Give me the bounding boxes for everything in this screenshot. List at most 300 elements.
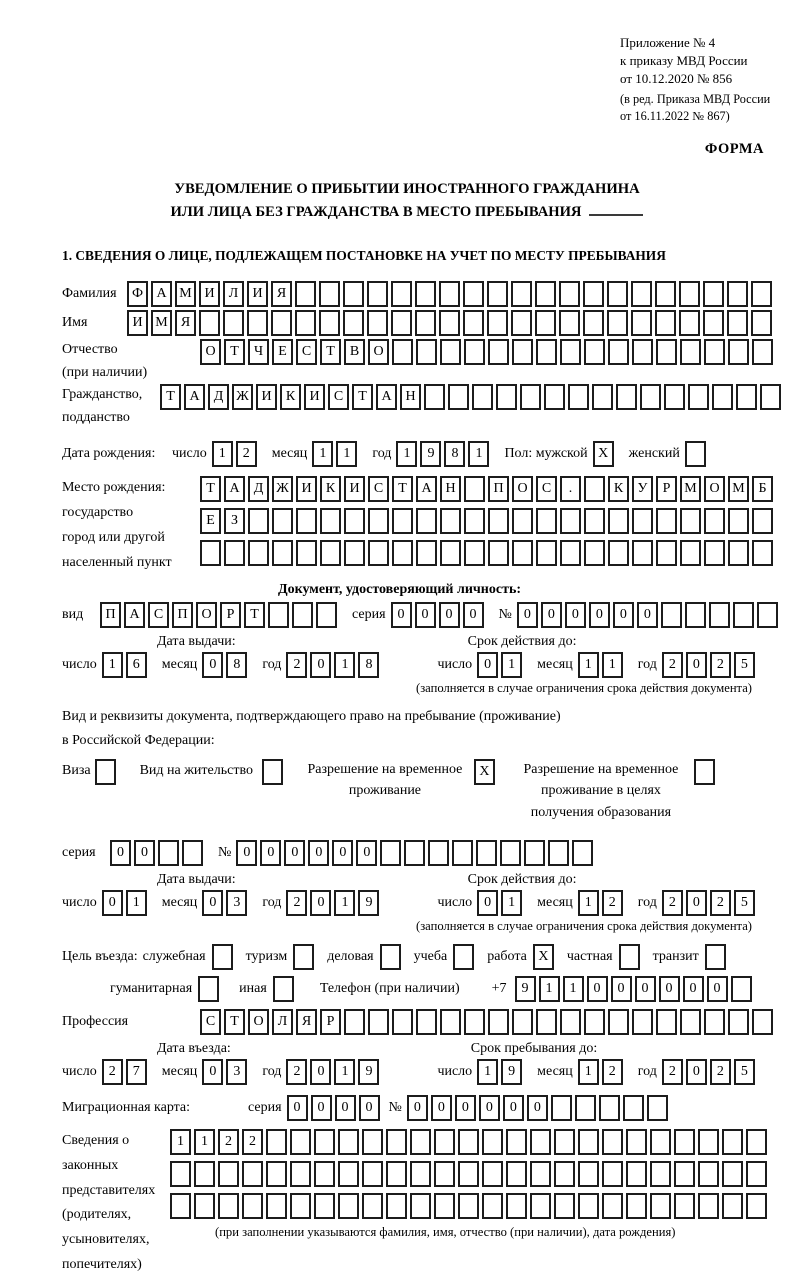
form-cell[interactable] [434, 1129, 455, 1155]
form-cell[interactable]: К [280, 384, 301, 410]
form-cell[interactable]: 0 [110, 840, 131, 866]
form-cell[interactable] [602, 1161, 623, 1187]
form-cell[interactable]: Д [248, 476, 269, 502]
form-cell[interactable]: 1 [334, 890, 355, 916]
form-cell[interactable] [488, 1009, 509, 1035]
form-cell[interactable]: С [536, 476, 557, 502]
form-cell[interactable]: 1 [170, 1129, 191, 1155]
form-cell[interactable]: 2 [286, 890, 307, 916]
form-cell[interactable] [424, 384, 445, 410]
form-cell[interactable]: 5 [734, 890, 755, 916]
form-cell[interactable] [602, 1129, 623, 1155]
form-cell[interactable]: А [416, 476, 437, 502]
form-cell[interactable]: 1 [212, 441, 233, 467]
form-cell[interactable] [338, 1161, 359, 1187]
form-cell[interactable] [698, 1161, 719, 1187]
form-cell[interactable]: 6 [126, 652, 147, 678]
form-cell[interactable] [248, 508, 269, 534]
form-cell[interactable] [392, 540, 413, 566]
form-cell[interactable]: 2 [242, 1129, 263, 1155]
form-cell[interactable]: Б [752, 476, 773, 502]
form-cell[interactable]: 0 [202, 1059, 223, 1085]
form-cell[interactable]: 0 [527, 1095, 548, 1121]
form-cell[interactable]: О [512, 476, 533, 502]
form-cell[interactable]: 8 [444, 441, 465, 467]
form-cell[interactable] [752, 508, 773, 534]
form-cell[interactable]: Ж [232, 384, 253, 410]
form-cell[interactable]: 1 [578, 1059, 599, 1085]
form-cell[interactable] [728, 540, 749, 566]
form-cell[interactable]: С [368, 476, 389, 502]
form-cell[interactable]: 0 [134, 840, 155, 866]
form-cell[interactable]: 2 [102, 1059, 123, 1085]
form-cell[interactable]: 0 [517, 602, 538, 628]
form-cell[interactable] [607, 281, 628, 307]
form-cell[interactable] [415, 281, 436, 307]
form-cell[interactable] [640, 384, 661, 410]
form-cell[interactable] [536, 508, 557, 534]
form-cell[interactable] [650, 1129, 671, 1155]
form-cell[interactable] [536, 339, 557, 365]
form-cell[interactable]: 0 [308, 840, 329, 866]
form-cell[interactable] [751, 310, 772, 336]
form-cell[interactable] [584, 540, 605, 566]
form-cell[interactable]: 5 [734, 1059, 755, 1085]
form-cell[interactable] [736, 384, 757, 410]
form-cell[interactable] [266, 1129, 287, 1155]
form-cell[interactable]: . [560, 476, 581, 502]
form-cell[interactable]: В [344, 339, 365, 365]
form-cell[interactable] [656, 508, 677, 534]
form-cell[interactable]: М [175, 281, 196, 307]
form-cell[interactable]: Л [272, 1009, 293, 1035]
form-cell[interactable] [290, 1129, 311, 1155]
form-cell[interactable] [512, 508, 533, 534]
form-cell[interactable] [440, 540, 461, 566]
form-cell[interactable] [751, 281, 772, 307]
form-cell[interactable]: О [368, 339, 389, 365]
purpose-private-checkbox[interactable] [619, 944, 640, 970]
purpose-business-checkbox[interactable] [380, 944, 401, 970]
form-cell[interactable]: 9 [501, 1059, 522, 1085]
form-cell[interactable]: 2 [710, 890, 731, 916]
form-cell[interactable]: Я [175, 310, 196, 336]
form-cell[interactable]: 0 [391, 602, 412, 628]
form-cell[interactable]: 0 [686, 1059, 707, 1085]
form-cell[interactable] [602, 1193, 623, 1219]
form-cell[interactable] [679, 310, 700, 336]
form-cell[interactable] [416, 508, 437, 534]
form-cell[interactable] [248, 540, 269, 566]
form-cell[interactable] [583, 281, 604, 307]
form-cell[interactable] [674, 1129, 695, 1155]
form-cell[interactable]: 2 [602, 1059, 623, 1085]
form-cell[interactable] [392, 508, 413, 534]
form-cell[interactable]: К [320, 476, 341, 502]
form-cell[interactable] [757, 602, 778, 628]
form-cell[interactable] [386, 1193, 407, 1219]
form-cell[interactable]: И [247, 281, 268, 307]
form-cell[interactable] [592, 384, 613, 410]
form-cell[interactable]: 0 [635, 976, 656, 1002]
form-cell[interactable] [575, 1095, 596, 1121]
form-cell[interactable] [242, 1193, 263, 1219]
form-cell[interactable]: И [127, 310, 148, 336]
form-cell[interactable] [626, 1193, 647, 1219]
form-cell[interactable]: Н [400, 384, 421, 410]
form-cell[interactable] [632, 1009, 653, 1035]
form-cell[interactable] [626, 1129, 647, 1155]
form-cell[interactable] [584, 508, 605, 534]
form-cell[interactable]: 0 [356, 840, 377, 866]
form-cell[interactable]: Р [320, 1009, 341, 1035]
form-cell[interactable] [727, 310, 748, 336]
form-cell[interactable]: 0 [477, 890, 498, 916]
form-cell[interactable] [752, 540, 773, 566]
form-cell[interactable] [482, 1193, 503, 1219]
form-cell[interactable]: Т [244, 602, 265, 628]
form-cell[interactable] [520, 384, 541, 410]
visa-checkbox[interactable] [95, 759, 116, 785]
form-cell[interactable]: Ч [248, 339, 269, 365]
form-cell[interactable]: О [196, 602, 217, 628]
form-cell[interactable] [362, 1161, 383, 1187]
form-cell[interactable] [410, 1193, 431, 1219]
form-cell[interactable]: 1 [539, 976, 560, 1002]
form-cell[interactable] [584, 1009, 605, 1035]
form-cell[interactable]: С [200, 1009, 221, 1035]
form-cell[interactable]: 0 [284, 840, 305, 866]
form-cell[interactable]: О [704, 476, 725, 502]
form-cell[interactable]: 1 [501, 890, 522, 916]
form-cell[interactable] [623, 1095, 644, 1121]
form-cell[interactable]: 0 [659, 976, 680, 1002]
form-cell[interactable] [578, 1129, 599, 1155]
form-cell[interactable] [223, 310, 244, 336]
form-cell[interactable] [512, 1009, 533, 1035]
form-cell[interactable] [392, 339, 413, 365]
form-cell[interactable] [680, 540, 701, 566]
form-cell[interactable] [530, 1193, 551, 1219]
form-cell[interactable] [728, 508, 749, 534]
form-cell[interactable]: А [376, 384, 397, 410]
form-cell[interactable] [554, 1161, 575, 1187]
form-cell[interactable] [367, 281, 388, 307]
temp-residence-checkbox[interactable]: X [474, 759, 495, 785]
form-cell[interactable] [292, 602, 313, 628]
form-cell[interactable] [656, 540, 677, 566]
form-cell[interactable]: 2 [662, 890, 683, 916]
form-cell[interactable]: 2 [662, 652, 683, 678]
form-cell[interactable] [268, 602, 289, 628]
form-cell[interactable] [709, 602, 730, 628]
form-cell[interactable] [551, 1095, 572, 1121]
form-cell[interactable] [464, 339, 485, 365]
form-cell[interactable] [320, 540, 341, 566]
form-cell[interactable]: 9 [420, 441, 441, 467]
form-cell[interactable] [680, 1009, 701, 1035]
form-cell[interactable] [343, 281, 364, 307]
form-cell[interactable]: Ж [272, 476, 293, 502]
form-cell[interactable] [746, 1193, 767, 1219]
form-cell[interactable]: 0 [439, 602, 460, 628]
form-cell[interactable] [415, 310, 436, 336]
form-cell[interactable] [200, 540, 221, 566]
form-cell[interactable] [608, 339, 629, 365]
form-cell[interactable]: Т [160, 384, 181, 410]
form-cell[interactable] [616, 384, 637, 410]
form-cell[interactable] [664, 384, 685, 410]
form-cell[interactable]: 3 [226, 890, 247, 916]
form-cell[interactable]: 0 [310, 652, 331, 678]
form-cell[interactable] [511, 310, 532, 336]
form-cell[interactable]: 0 [310, 1059, 331, 1085]
form-cell[interactable]: И [344, 476, 365, 502]
form-cell[interactable]: О [200, 339, 221, 365]
form-cell[interactable] [524, 840, 545, 866]
form-cell[interactable] [679, 281, 700, 307]
form-cell[interactable] [650, 1193, 671, 1219]
form-cell[interactable] [559, 281, 580, 307]
form-cell[interactable] [722, 1193, 743, 1219]
form-cell[interactable] [704, 540, 725, 566]
form-cell[interactable] [578, 1193, 599, 1219]
form-cell[interactable] [482, 1161, 503, 1187]
form-cell[interactable] [656, 1009, 677, 1035]
form-cell[interactable] [488, 540, 509, 566]
form-cell[interactable] [511, 281, 532, 307]
form-cell[interactable]: 0 [415, 602, 436, 628]
form-cell[interactable] [722, 1161, 743, 1187]
form-cell[interactable] [560, 540, 581, 566]
form-cell[interactable] [488, 508, 509, 534]
purpose-official-checkbox[interactable] [212, 944, 233, 970]
form-cell[interactable]: А [184, 384, 205, 410]
form-cell[interactable]: 2 [286, 652, 307, 678]
form-cell[interactable]: 0 [310, 890, 331, 916]
form-cell[interactable] [295, 310, 316, 336]
form-cell[interactable] [583, 310, 604, 336]
form-cell[interactable]: Е [272, 339, 293, 365]
form-cell[interactable]: 0 [565, 602, 586, 628]
form-cell[interactable] [632, 339, 653, 365]
form-cell[interactable]: 0 [683, 976, 704, 1002]
form-cell[interactable] [688, 384, 709, 410]
form-cell[interactable] [560, 508, 581, 534]
form-cell[interactable]: И [304, 384, 325, 410]
form-cell[interactable] [703, 310, 724, 336]
form-cell[interactable] [632, 540, 653, 566]
form-cell[interactable]: 3 [226, 1059, 247, 1085]
form-cell[interactable] [314, 1161, 335, 1187]
form-cell[interactable]: 1 [501, 652, 522, 678]
purpose-tourism-checkbox[interactable] [293, 944, 314, 970]
form-cell[interactable] [661, 602, 682, 628]
form-cell[interactable] [631, 281, 652, 307]
form-cell[interactable] [344, 1009, 365, 1035]
form-cell[interactable] [391, 310, 412, 336]
form-cell[interactable] [656, 339, 677, 365]
form-cell[interactable] [338, 1193, 359, 1219]
form-cell[interactable]: 9 [515, 976, 536, 1002]
form-cell[interactable] [266, 1161, 287, 1187]
form-cell[interactable] [560, 339, 581, 365]
purpose-work-checkbox[interactable]: X [533, 944, 554, 970]
form-cell[interactable]: 0 [589, 602, 610, 628]
purpose-other-checkbox[interactable] [273, 976, 294, 1002]
form-cell[interactable] [218, 1161, 239, 1187]
form-cell[interactable]: 1 [477, 1059, 498, 1085]
form-cell[interactable] [548, 840, 569, 866]
form-cell[interactable] [488, 339, 509, 365]
form-cell[interactable]: 7 [126, 1059, 147, 1085]
form-cell[interactable] [182, 840, 203, 866]
form-cell[interactable]: Я [296, 1009, 317, 1035]
form-cell[interactable] [578, 1161, 599, 1187]
form-cell[interactable] [463, 310, 484, 336]
form-cell[interactable]: 2 [662, 1059, 683, 1085]
form-cell[interactable] [544, 384, 565, 410]
form-cell[interactable]: Т [200, 476, 221, 502]
form-cell[interactable]: 0 [613, 602, 634, 628]
form-cell[interactable]: 2 [236, 441, 257, 467]
form-cell[interactable]: 1 [468, 441, 489, 467]
form-cell[interactable]: 0 [102, 890, 123, 916]
form-cell[interactable]: У [632, 476, 653, 502]
form-cell[interactable] [344, 508, 365, 534]
form-cell[interactable]: 1 [334, 1059, 355, 1085]
form-cell[interactable] [698, 1193, 719, 1219]
form-cell[interactable] [434, 1161, 455, 1187]
form-cell[interactable]: М [151, 310, 172, 336]
form-cell[interactable] [170, 1193, 191, 1219]
form-cell[interactable]: П [488, 476, 509, 502]
form-cell[interactable]: 8 [358, 652, 379, 678]
form-cell[interactable] [464, 508, 485, 534]
form-cell[interactable]: 0 [359, 1095, 380, 1121]
form-cell[interactable] [416, 1009, 437, 1035]
sex-female-checkbox[interactable] [685, 441, 706, 467]
form-cell[interactable] [530, 1129, 551, 1155]
form-cell[interactable]: 0 [637, 602, 658, 628]
form-cell[interactable]: О [248, 1009, 269, 1035]
form-cell[interactable] [728, 339, 749, 365]
form-cell[interactable]: Т [352, 384, 373, 410]
form-cell[interactable] [319, 310, 340, 336]
residence-permit-checkbox[interactable] [262, 759, 283, 785]
form-cell[interactable] [608, 540, 629, 566]
form-cell[interactable] [343, 310, 364, 336]
form-cell[interactable] [685, 602, 706, 628]
form-cell[interactable] [448, 384, 469, 410]
form-cell[interactable]: Е [200, 508, 221, 534]
form-cell[interactable] [559, 310, 580, 336]
form-cell[interactable]: П [172, 602, 193, 628]
form-cell[interactable] [674, 1193, 695, 1219]
form-cell[interactable] [380, 840, 401, 866]
form-cell[interactable] [458, 1193, 479, 1219]
form-cell[interactable]: 1 [578, 890, 599, 916]
form-cell[interactable]: С [148, 602, 169, 628]
form-cell[interactable] [535, 310, 556, 336]
form-cell[interactable] [722, 1129, 743, 1155]
form-cell[interactable] [386, 1129, 407, 1155]
form-cell[interactable]: Ф [127, 281, 148, 307]
form-cell[interactable] [316, 602, 337, 628]
form-cell[interactable]: 1 [602, 652, 623, 678]
form-cell[interactable] [655, 310, 676, 336]
form-cell[interactable]: 0 [260, 840, 281, 866]
form-cell[interactable]: Т [320, 339, 341, 365]
form-cell[interactable] [271, 310, 292, 336]
form-cell[interactable] [464, 476, 485, 502]
form-cell[interactable] [410, 1129, 431, 1155]
form-cell[interactable]: 5 [734, 652, 755, 678]
form-cell[interactable] [439, 310, 460, 336]
form-cell[interactable]: С [296, 339, 317, 365]
form-cell[interactable]: 2 [602, 890, 623, 916]
form-cell[interactable] [170, 1161, 191, 1187]
form-cell[interactable]: 0 [477, 652, 498, 678]
form-cell[interactable] [194, 1161, 215, 1187]
form-cell[interactable] [247, 310, 268, 336]
form-cell[interactable] [506, 1129, 527, 1155]
form-cell[interactable] [704, 339, 725, 365]
form-cell[interactable]: И [296, 476, 317, 502]
form-cell[interactable] [404, 840, 425, 866]
form-cell[interactable] [296, 540, 317, 566]
form-cell[interactable] [650, 1161, 671, 1187]
form-cell[interactable] [631, 310, 652, 336]
form-cell[interactable] [512, 339, 533, 365]
form-cell[interactable]: 1 [102, 652, 123, 678]
form-cell[interactable] [608, 1009, 629, 1035]
form-cell[interactable] [704, 508, 725, 534]
form-cell[interactable]: 2 [286, 1059, 307, 1085]
form-cell[interactable] [290, 1193, 311, 1219]
form-cell[interactable] [266, 1193, 287, 1219]
form-cell[interactable] [452, 840, 473, 866]
form-cell[interactable]: Н [440, 476, 461, 502]
form-cell[interactable] [472, 384, 493, 410]
form-cell[interactable] [746, 1129, 767, 1155]
form-cell[interactable] [440, 339, 461, 365]
form-cell[interactable]: 0 [455, 1095, 476, 1121]
form-cell[interactable] [464, 540, 485, 566]
form-cell[interactable]: 0 [503, 1095, 524, 1121]
form-cell[interactable] [463, 281, 484, 307]
form-cell[interactable] [295, 281, 316, 307]
form-cell[interactable]: 0 [335, 1095, 356, 1121]
form-cell[interactable] [535, 281, 556, 307]
form-cell[interactable] [368, 540, 389, 566]
form-cell[interactable]: С [328, 384, 349, 410]
form-cell[interactable]: Т [224, 339, 245, 365]
form-cell[interactable] [536, 1009, 557, 1035]
form-cell[interactable] [572, 840, 593, 866]
form-cell[interactable] [728, 1009, 749, 1035]
form-cell[interactable] [698, 1129, 719, 1155]
form-cell[interactable]: 0 [431, 1095, 452, 1121]
form-cell[interactable]: И [199, 281, 220, 307]
form-cell[interactable] [392, 1009, 413, 1035]
form-cell[interactable]: А [224, 476, 245, 502]
form-cell[interactable] [680, 508, 701, 534]
form-cell[interactable]: Р [656, 476, 677, 502]
form-cell[interactable] [712, 384, 733, 410]
form-cell[interactable]: 1 [336, 441, 357, 467]
form-cell[interactable] [386, 1161, 407, 1187]
